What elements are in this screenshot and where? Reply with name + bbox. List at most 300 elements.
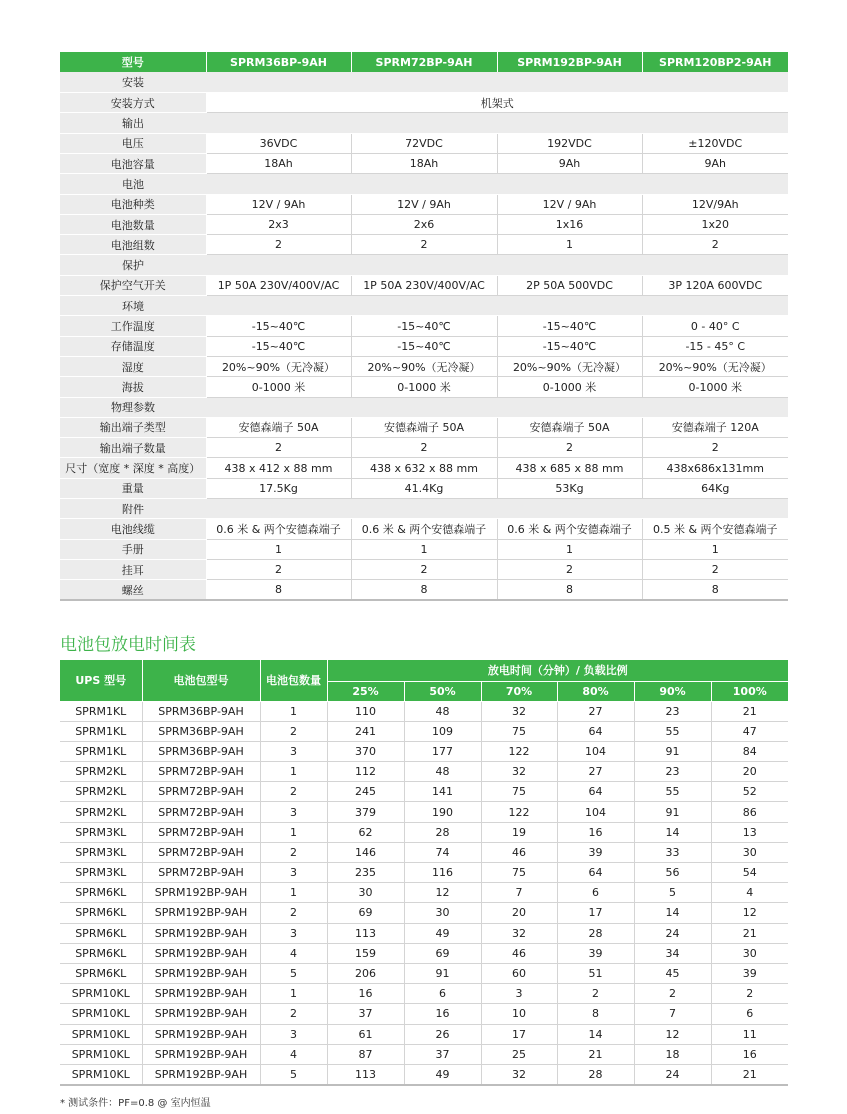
discharge-time-cell: 18 <box>634 1044 711 1064</box>
spec-value-cell: 0.5 米 & 两个安德森端子 <box>642 519 788 539</box>
ups-model-cell: SPRM3KL <box>60 863 142 883</box>
spec-row <box>60 275 788 295</box>
discharge-time-cell: 69 <box>327 903 404 923</box>
spec-table-body <box>60 72 788 600</box>
spec-section-label: 保护 <box>60 255 206 275</box>
spec-row <box>60 580 788 600</box>
spec-section-row <box>60 174 788 194</box>
spec-section-label: 输出 <box>60 113 206 133</box>
discharge-time-cell: 49 <box>404 1064 481 1084</box>
spec-value-cell: 安德森端子 50A <box>497 417 642 437</box>
discharge-time-cell: 62 <box>327 822 404 842</box>
discharge-time-cell: 2 <box>557 984 634 1004</box>
discharge-time-cell: 24 <box>634 923 711 943</box>
discharge-time-cell: 56 <box>634 863 711 883</box>
discharge-time-cell: 69 <box>404 943 481 963</box>
discharge-time-cell: 55 <box>634 721 711 741</box>
spec-row-label: 输出端子数量 <box>60 438 206 458</box>
ups-model-cell: SPRM6KL <box>60 923 142 943</box>
spec-value-cell: 18Ah <box>206 153 351 173</box>
discharge-time-cell: 32 <box>481 762 557 782</box>
spec-value-cell: 9Ah <box>497 153 642 173</box>
discharge-header-row <box>60 660 788 681</box>
discharge-time-cell: 28 <box>557 923 634 943</box>
discharge-time-cell: 49 <box>404 923 481 943</box>
discharge-row <box>60 943 788 963</box>
spec-section-label: 安装 <box>60 72 206 92</box>
spec-value-cell: 2P 50A 500VDC <box>497 275 642 295</box>
discharge-time-cell: 52 <box>711 782 788 802</box>
battery-pack-cell: SPRM192BP-9AH <box>142 984 260 1004</box>
spec-row-label: 保护空气开关 <box>60 275 206 295</box>
battery-pack-cell: SPRM192BP-9AH <box>142 1044 260 1064</box>
spec-row <box>60 235 788 255</box>
ups-model-cell: SPRM10KL <box>60 1064 142 1084</box>
spec-row <box>60 438 788 458</box>
spec-value-cell: 9Ah <box>642 153 788 173</box>
spec-value-cell: 2 <box>206 559 351 579</box>
spec-header-row <box>60 52 788 72</box>
discharge-time-cell: 64 <box>557 863 634 883</box>
spec-value-cell: 2 <box>497 438 642 458</box>
spec-value-cell: 1 <box>642 539 788 559</box>
discharge-time-cell: 61 <box>327 1024 404 1044</box>
spec-value-cell: 20%~90%（无冷凝） <box>642 356 788 376</box>
spec-value-cell: 1x16 <box>497 214 642 234</box>
spec-row-label: 螺丝 <box>60 580 206 600</box>
spec-section-row <box>60 255 788 275</box>
discharge-time-cell: 74 <box>404 842 481 862</box>
discharge-time-cell: 112 <box>327 762 404 782</box>
discharge-time-cell: 87 <box>327 1044 404 1064</box>
discharge-time-cell: 12 <box>404 883 481 903</box>
battery-pack-cell: SPRM192BP-9AH <box>142 1064 260 1084</box>
discharge-time-cell: 122 <box>481 802 557 822</box>
spec-row-label: 电池种类 <box>60 194 206 214</box>
ups-model-cell: SPRM10KL <box>60 1004 142 1024</box>
spec-row <box>60 133 788 153</box>
discharge-row <box>60 923 788 943</box>
spec-value-cell: 8 <box>206 580 351 600</box>
spec-value-cell: 12V / 9Ah <box>497 194 642 214</box>
discharge-time-cell: 25 <box>481 1044 557 1064</box>
discharge-time-cell: 27 <box>557 701 634 721</box>
discharge-time-cell: 39 <box>557 842 634 862</box>
discharge-time-cell: 23 <box>634 762 711 782</box>
discharge-time-cell: 104 <box>557 741 634 761</box>
spec-row-label: 挂耳 <box>60 559 206 579</box>
spec-value-cell: 2 <box>642 235 788 255</box>
discharge-time-cell: 6 <box>557 883 634 903</box>
discharge-time-cell: 8 <box>557 1004 634 1024</box>
spec-section-fill <box>206 397 788 417</box>
header-load-percent: 25% <box>327 681 404 701</box>
pack-count-cell: 2 <box>260 721 327 741</box>
battery-pack-cell: SPRM72BP-9AH <box>142 822 260 842</box>
discharge-time-cell: 21 <box>711 1064 788 1084</box>
discharge-time-cell: 241 <box>327 721 404 741</box>
discharge-row <box>60 1004 788 1024</box>
discharge-time-cell: 17 <box>481 1024 557 1044</box>
pack-count-cell: 1 <box>260 762 327 782</box>
discharge-time-cell: 91 <box>634 802 711 822</box>
discharge-row <box>60 863 788 883</box>
spec-row-label: 尺寸（宽度 * 深度 * 高度） <box>60 458 206 478</box>
spec-table <box>60 52 788 601</box>
spec-row-label: 电池线缆 <box>60 519 206 539</box>
discharge-time-cell: 75 <box>481 721 557 741</box>
pack-count-cell: 4 <box>260 943 327 963</box>
header-ups-model: UPS 型号 <box>60 660 142 701</box>
discharge-time-cell: 32 <box>481 1064 557 1084</box>
discharge-time-cell: 12 <box>634 1024 711 1044</box>
spec-section-fill <box>206 113 788 133</box>
discharge-time-cell: 91 <box>634 741 711 761</box>
discharge-time-cell: 113 <box>327 923 404 943</box>
ups-model-cell: SPRM6KL <box>60 943 142 963</box>
discharge-time-cell: 206 <box>327 963 404 983</box>
header-load-percent: 50% <box>404 681 481 701</box>
pack-count-cell: 3 <box>260 802 327 822</box>
spec-value-cell: 8 <box>497 580 642 600</box>
spec-value-cell: 2 <box>206 438 351 458</box>
discharge-time-cell: 37 <box>404 1044 481 1064</box>
spec-value-cell: 机架式 <box>206 93 788 113</box>
spec-row-label: 电池容量 <box>60 153 206 173</box>
discharge-time-cell: 21 <box>557 1044 634 1064</box>
spec-value-cell: 18Ah <box>351 153 497 173</box>
spec-value-cell: -15~40℃ <box>497 316 642 336</box>
discharge-time-cell: 33 <box>634 842 711 862</box>
discharge-time-cell: 6 <box>404 984 481 1004</box>
battery-pack-cell: SPRM192BP-9AH <box>142 963 260 983</box>
discharge-time-cell: 17 <box>557 903 634 923</box>
discharge-time-cell: 28 <box>557 1064 634 1084</box>
discharge-section-title: 电池包放电时间表 <box>60 635 196 655</box>
discharge-time-cell: 7 <box>634 1004 711 1024</box>
spec-section-label: 附件 <box>60 499 206 519</box>
discharge-row <box>60 721 788 741</box>
spec-value-cell: 1 <box>351 539 497 559</box>
discharge-row <box>60 883 788 903</box>
spec-row <box>60 356 788 376</box>
discharge-time-cell: 48 <box>404 762 481 782</box>
battery-pack-cell: SPRM192BP-9AH <box>142 1004 260 1024</box>
spec-row <box>60 458 788 478</box>
discharge-time-cell: 84 <box>711 741 788 761</box>
discharge-time-cell: 39 <box>711 963 788 983</box>
spec-value-cell: 1 <box>497 235 642 255</box>
spec-row <box>60 214 788 234</box>
spec-value-cell: 20%~90%（无冷凝） <box>497 356 642 376</box>
spec-value-cell: 20%~90%（无冷凝） <box>351 356 497 376</box>
spec-value-cell: 20%~90%（无冷凝） <box>206 356 351 376</box>
spec-header-cell: 型号 <box>60 52 206 72</box>
discharge-time-cell: 46 <box>481 943 557 963</box>
ups-model-cell: SPRM1KL <box>60 741 142 761</box>
discharge-time-cell: 10 <box>481 1004 557 1024</box>
spec-row-label: 安装方式 <box>60 93 206 113</box>
spec-value-cell: -15~40℃ <box>351 336 497 356</box>
spec-value-cell: -15~40℃ <box>351 316 497 336</box>
spec-value-cell: 3P 120A 600VDC <box>642 275 788 295</box>
pack-count-cell: 1 <box>260 984 327 1004</box>
spec-value-cell: 安德森端子 50A <box>351 417 497 437</box>
spec-value-cell: 2 <box>642 438 788 458</box>
spec-row <box>60 316 788 336</box>
spec-value-cell: 2 <box>351 438 497 458</box>
spec-row <box>60 539 788 559</box>
battery-pack-cell: SPRM72BP-9AH <box>142 863 260 883</box>
discharge-time-cell: 75 <box>481 782 557 802</box>
spec-row <box>60 478 788 498</box>
spec-value-cell: 17.5Kg <box>206 478 351 498</box>
spec-section-fill <box>206 499 788 519</box>
pack-count-cell: 5 <box>260 963 327 983</box>
discharge-row <box>60 903 788 923</box>
discharge-time-cell: 20 <box>711 762 788 782</box>
ups-model-cell: SPRM6KL <box>60 883 142 903</box>
battery-pack-cell: SPRM192BP-9AH <box>142 943 260 963</box>
discharge-row <box>60 802 788 822</box>
spec-value-cell: 41.4Kg <box>351 478 497 498</box>
spec-header-cell: SPRM192BP-9AH <box>497 52 642 72</box>
pack-count-cell: 2 <box>260 903 327 923</box>
discharge-time-cell: 4 <box>711 883 788 903</box>
spec-value-cell: 192VDC <box>497 133 642 153</box>
spec-value-cell: 438 x 632 x 88 mm <box>351 458 497 478</box>
ups-model-cell: SPRM3KL <box>60 842 142 862</box>
spec-value-cell: 0-1000 米 <box>497 377 642 397</box>
battery-pack-cell: SPRM192BP-9AH <box>142 883 260 903</box>
spec-row-label: 存储温度 <box>60 336 206 356</box>
battery-pack-cell: SPRM72BP-9AH <box>142 802 260 822</box>
discharge-time-cell: 48 <box>404 701 481 721</box>
discharge-table-body <box>60 701 788 1085</box>
spec-row-label: 海拔 <box>60 377 206 397</box>
discharge-time-cell: 27 <box>557 762 634 782</box>
pack-count-cell: 1 <box>260 822 327 842</box>
spec-value-cell: 438 x 412 x 88 mm <box>206 458 351 478</box>
discharge-time-cell: 28 <box>404 822 481 842</box>
battery-pack-cell: SPRM36BP-9AH <box>142 721 260 741</box>
spec-row <box>60 194 788 214</box>
discharge-time-cell: 51 <box>557 963 634 983</box>
ups-model-cell: SPRM6KL <box>60 963 142 983</box>
discharge-time-cell: 16 <box>557 822 634 842</box>
discharge-time-cell: 30 <box>327 883 404 903</box>
spec-value-cell: 安德森端子 50A <box>206 417 351 437</box>
ups-model-cell: SPRM2KL <box>60 762 142 782</box>
discharge-row <box>60 822 788 842</box>
discharge-time-cell: 7 <box>481 883 557 903</box>
discharge-row <box>60 1064 788 1084</box>
discharge-time-cell: 12 <box>711 903 788 923</box>
discharge-time-cell: 64 <box>557 721 634 741</box>
spec-header-cell: SPRM36BP-9AH <box>206 52 351 72</box>
pack-count-cell: 5 <box>260 1064 327 1084</box>
discharge-time-cell: 13 <box>711 822 788 842</box>
discharge-time-cell: 159 <box>327 943 404 963</box>
discharge-time-cell: 14 <box>634 903 711 923</box>
spec-value-cell: 72VDC <box>351 133 497 153</box>
pack-count-cell: 1 <box>260 883 327 903</box>
spec-row <box>60 377 788 397</box>
discharge-row <box>60 1024 788 1044</box>
spec-header-cell: SPRM72BP-9AH <box>351 52 497 72</box>
discharge-time-cell: 5 <box>634 883 711 903</box>
discharge-time-cell: 64 <box>557 782 634 802</box>
discharge-time-cell: 39 <box>557 943 634 963</box>
spec-value-cell: 0 - 40° C <box>642 316 788 336</box>
spec-section-fill <box>206 174 788 194</box>
spec-value-cell: 438 x 685 x 88 mm <box>497 458 642 478</box>
spec-value-cell: 1x20 <box>642 214 788 234</box>
discharge-row <box>60 963 788 983</box>
spec-header-cell: SPRM120BP2-9AH <box>642 52 788 72</box>
spec-section-row <box>60 397 788 417</box>
discharge-time-cell: 24 <box>634 1064 711 1084</box>
discharge-time-cell: 109 <box>404 721 481 741</box>
spec-value-cell: 0.6 米 & 两个安德森端子 <box>351 519 497 539</box>
discharge-time-cell: 6 <box>711 1004 788 1024</box>
spec-value-cell: 0-1000 米 <box>206 377 351 397</box>
ups-model-cell: SPRM1KL <box>60 721 142 741</box>
pack-count-cell: 3 <box>260 1024 327 1044</box>
spec-value-cell: ±120VDC <box>642 133 788 153</box>
battery-pack-cell: SPRM36BP-9AH <box>142 701 260 721</box>
header-load-percent: 90% <box>634 681 711 701</box>
spec-value-cell: 2x6 <box>351 214 497 234</box>
battery-pack-cell: SPRM72BP-9AH <box>142 762 260 782</box>
pack-count-cell: 3 <box>260 863 327 883</box>
discharge-time-cell: 46 <box>481 842 557 862</box>
discharge-time-cell: 23 <box>634 701 711 721</box>
spec-value-cell: 0-1000 米 <box>351 377 497 397</box>
spec-row-label: 工作温度 <box>60 316 206 336</box>
discharge-time-cell: 54 <box>711 863 788 883</box>
discharge-time-cell: 116 <box>404 863 481 883</box>
spec-value-cell: -15~40℃ <box>206 316 351 336</box>
discharge-time-cell: 113 <box>327 1064 404 1084</box>
discharge-time-cell: 2 <box>711 984 788 1004</box>
discharge-time-cell: 3 <box>481 984 557 1004</box>
discharge-time-cell: 379 <box>327 802 404 822</box>
discharge-time-cell: 190 <box>404 802 481 822</box>
spec-value-cell: 2x3 <box>206 214 351 234</box>
spec-section-row <box>60 113 788 133</box>
discharge-row <box>60 842 788 862</box>
discharge-time-cell: 55 <box>634 782 711 802</box>
discharge-time-cell: 21 <box>711 701 788 721</box>
discharge-time-cell: 16 <box>404 1004 481 1024</box>
pack-count-cell: 4 <box>260 1044 327 1064</box>
discharge-time-cell: 177 <box>404 741 481 761</box>
battery-pack-cell: SPRM192BP-9AH <box>142 903 260 923</box>
spec-value-cell: 2 <box>206 235 351 255</box>
spec-value-cell: 1 <box>497 539 642 559</box>
discharge-time-cell: 37 <box>327 1004 404 1024</box>
battery-pack-cell: SPRM192BP-9AH <box>142 1024 260 1044</box>
pack-count-cell: 2 <box>260 842 327 862</box>
spec-row <box>60 559 788 579</box>
discharge-time-cell: 235 <box>327 863 404 883</box>
ups-model-cell: SPRM1KL <box>60 701 142 721</box>
spec-row-label: 电压 <box>60 133 206 153</box>
discharge-time-cell: 14 <box>634 822 711 842</box>
discharge-time-cell: 146 <box>327 842 404 862</box>
spec-value-cell: 2 <box>351 559 497 579</box>
discharge-time-cell: 34 <box>634 943 711 963</box>
spec-section-label: 环境 <box>60 296 206 316</box>
ups-model-cell: SPRM2KL <box>60 802 142 822</box>
discharge-time-cell: 60 <box>481 963 557 983</box>
spec-section-row <box>60 296 788 316</box>
discharge-time-cell: 47 <box>711 721 788 741</box>
discharge-time-cell: 11 <box>711 1024 788 1044</box>
discharge-row <box>60 741 788 761</box>
spec-value-cell: 8 <box>351 580 497 600</box>
header-load-percent: 70% <box>481 681 557 701</box>
battery-pack-cell: SPRM72BP-9AH <box>142 782 260 802</box>
spec-section-row <box>60 499 788 519</box>
discharge-table <box>60 660 788 1086</box>
discharge-time-cell: 20 <box>481 903 557 923</box>
spec-value-cell: 8 <box>642 580 788 600</box>
spec-value-cell: 12V / 9Ah <box>206 194 351 214</box>
spec-value-cell: -15~40℃ <box>206 336 351 356</box>
spec-row-label: 湿度 <box>60 356 206 376</box>
spec-value-cell: 12V/9Ah <box>642 194 788 214</box>
discharge-time-cell: 141 <box>404 782 481 802</box>
header-load-percent: 100% <box>711 681 788 701</box>
discharge-time-cell: 245 <box>327 782 404 802</box>
spec-value-cell: 2 <box>351 235 497 255</box>
discharge-time-cell: 122 <box>481 741 557 761</box>
spec-value-cell: 2 <box>497 559 642 579</box>
header-battery-pack-model: 电池包型号 <box>142 660 260 701</box>
pack-count-cell: 3 <box>260 923 327 943</box>
header-discharge-time-group: 放电时间（分钟）/ 负载比例 <box>327 660 788 681</box>
test-conditions-note: * 测试条件：PF=0.8 @ 室内恒温 <box>60 1098 211 1109</box>
pack-count-cell: 2 <box>260 1004 327 1024</box>
pack-count-cell: 3 <box>260 741 327 761</box>
discharge-time-cell: 110 <box>327 701 404 721</box>
discharge-time-cell: 32 <box>481 923 557 943</box>
discharge-time-cell: 30 <box>711 943 788 963</box>
spec-row <box>60 336 788 356</box>
spec-row <box>60 153 788 173</box>
discharge-time-cell: 91 <box>404 963 481 983</box>
spec-value-cell: 0.6 米 & 两个安德森端子 <box>497 519 642 539</box>
spec-section-label: 物理参数 <box>60 397 206 417</box>
spec-row-label: 输出端子类型 <box>60 417 206 437</box>
ups-model-cell: SPRM10KL <box>60 1024 142 1044</box>
spec-section-fill <box>206 255 788 275</box>
battery-pack-cell: SPRM36BP-9AH <box>142 741 260 761</box>
spec-row-label: 手册 <box>60 539 206 559</box>
spec-value-cell: 438x686x131mm <box>642 458 788 478</box>
spec-row-label: 重量 <box>60 478 206 498</box>
spec-value-cell: -15~40℃ <box>497 336 642 356</box>
spec-row-label: 电池组数 <box>60 235 206 255</box>
discharge-row <box>60 1044 788 1064</box>
discharge-row <box>60 984 788 1004</box>
ups-model-cell: SPRM6KL <box>60 903 142 923</box>
battery-pack-cell: SPRM72BP-9AH <box>142 842 260 862</box>
spec-value-cell: 1 <box>206 539 351 559</box>
discharge-time-cell: 104 <box>557 802 634 822</box>
